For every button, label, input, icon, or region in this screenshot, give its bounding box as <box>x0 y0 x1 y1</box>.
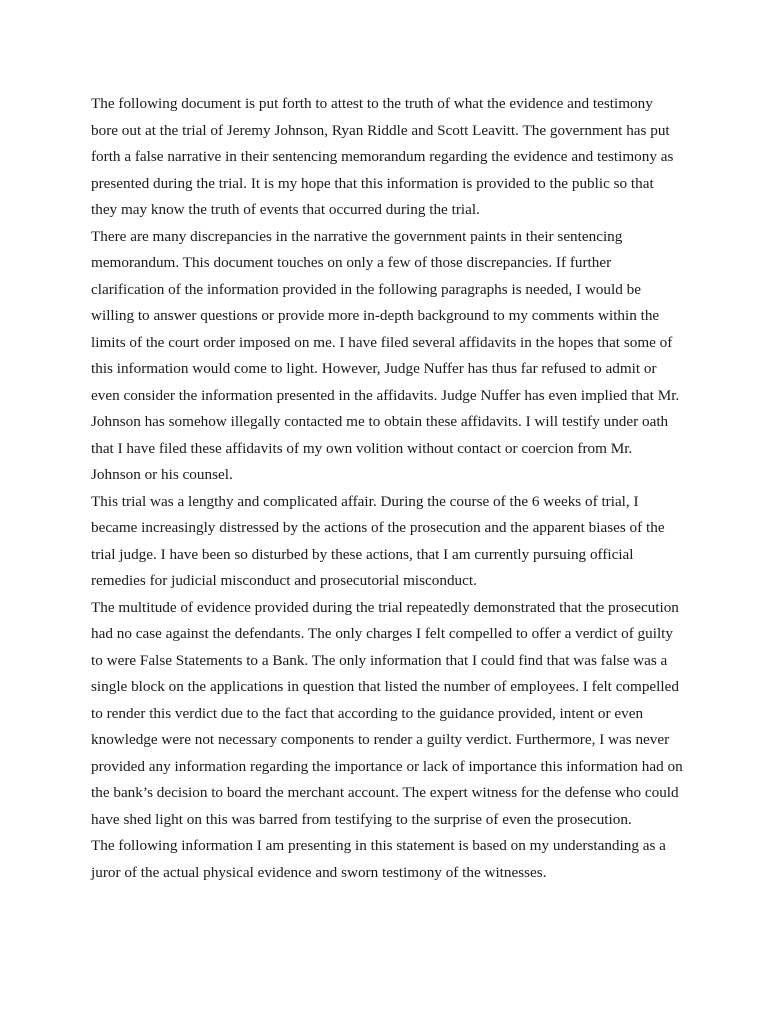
paragraph-discrepancies <box>91 224 683 489</box>
text-line: willing to answer questions or provide more in-depth background to my comments within the <box>91 307 660 324</box>
text-line: had no case against the defendants. The only charges I felt compelled to offer a verdict of guilty <box>91 625 673 642</box>
text-line: There are many discrepancies in the narrative the government paints in their sentencing <box>91 227 623 245</box>
text-line: memorandum. This document touches on only a few of those discrepancies. If further <box>91 254 612 271</box>
text-line: limits of the court order imposed on me. I have filed several affidavits in the hopes that some of <box>91 333 673 351</box>
text-line: provided any information regarding the importance or lack of importance this information had on <box>91 757 683 775</box>
text-line: trial judge. I have been so disturbed by these actions, that I am currently pursuing official <box>91 545 634 563</box>
text-line: this information would come to light. However, Judge Nuffer has thus far refused to admit or <box>91 360 657 377</box>
paragraph-intro <box>91 91 683 224</box>
text-line: The multitude of evidence provided during the trial repeatedly demonstrated that the prosecution <box>91 598 679 616</box>
paragraph-trial <box>91 489 683 595</box>
text-line: became increasingly distressed by the actions of the prosecution and the apparent biases of the <box>91 519 665 536</box>
text-line: remedies for judicial misconduct and prosecutorial misconduct. <box>91 572 477 589</box>
text-line: single block on the applications in question that listed the number of employees. I felt compelled <box>91 678 679 695</box>
text-line: juror of the actual physical evidence and sworn testimony of the witnesses. <box>91 863 547 881</box>
text-line: The following document is put forth to attest to the truth of what the evidence and testimony <box>91 95 653 112</box>
text-line: knowledge were not necessary components to render a guilty verdict. Furthermore, I was never <box>91 731 670 748</box>
text-line: even consider the information presented in the affidavits. Judge Nuffer has even implied that Mr. <box>91 386 680 404</box>
text-line: presented during the trial. It is my hope that this information is provided to the public so that <box>91 174 654 192</box>
paragraph-closing <box>91 833 683 886</box>
text-line: The following information I am presenting in this statement is based on my understanding as a <box>91 837 666 854</box>
text-line: that I have filed these affidavits of my own volition without contact or coercion from Mr. <box>91 439 633 457</box>
text-line: have shed light on this was barred from testifying to the surprise of even the prosecution. <box>91 810 632 828</box>
text-line: to were False Statements to a Bank. The only information that I could find that was false was a <box>91 651 668 669</box>
text-line: they may know the truth of events that occurred during the trial. <box>91 201 480 218</box>
text-line: clarification of the information provided in the following paragraphs is needed, I would be <box>91 280 641 298</box>
text-line: to render this verdict due to the fact that according to the guidance provided, intent or even <box>91 704 644 722</box>
text-line: Johnson or his counsel. <box>91 466 233 483</box>
document-body <box>91 91 683 886</box>
text-line: the bank’s decision to board the merchant account. The expert witness for the defense who could <box>91 784 679 801</box>
text-line: forth a false narrative in their sentencing memorandum regarding the evidence and testimony as <box>91 148 674 165</box>
text-line: This trial was a lengthy and complicated affair. During the course of the 6 weeks of trial, I <box>91 492 639 510</box>
text-line: bore out at the trial of Jeremy Johnson, Ryan Riddle and Scott Leavitt. The government has put <box>91 121 670 139</box>
text-line: Johnson has somehow illegally contacted me to obtain these affidavits. I will testify under oath <box>91 413 669 430</box>
paragraph-evidence <box>91 595 683 834</box>
